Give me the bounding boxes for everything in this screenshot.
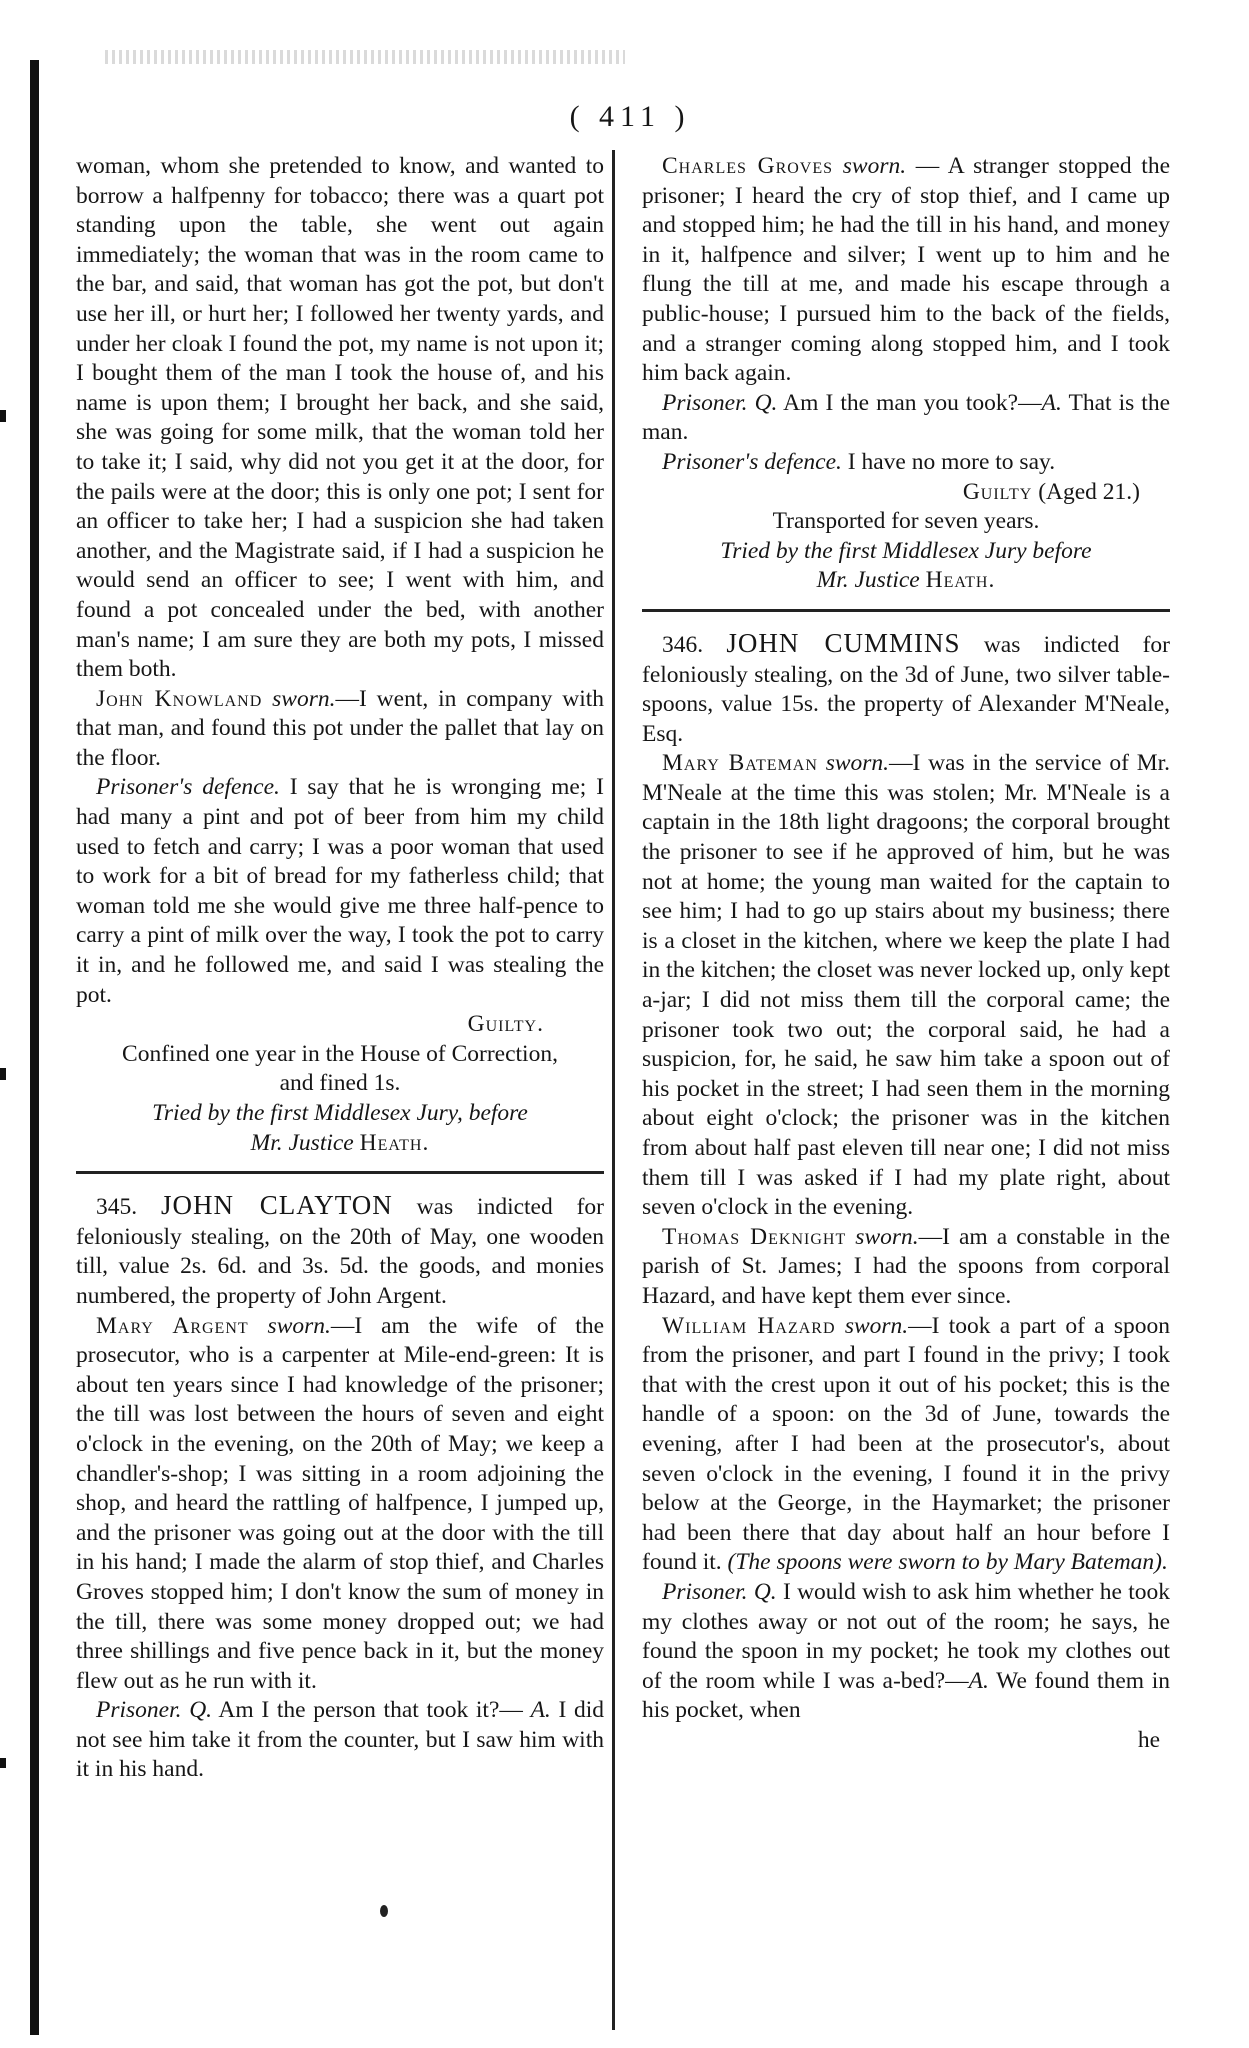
witness-name: Mary Argent [96, 1312, 249, 1339]
testimony-knowland [76, 685, 604, 774]
defendant-name: JOHN CUMMINS [726, 627, 961, 658]
judge-line [642, 566, 1170, 596]
case-number: 345. [96, 1194, 138, 1221]
sworn-label: sworn. [267, 1312, 331, 1339]
case-heading [76, 1191, 604, 1311]
prisoner-label: Prisoner. [662, 1578, 748, 1605]
testimony-groves [642, 152, 1170, 389]
answer-text: I did not see him take it from the counter, but I saw him with it in his hand. [76, 1697, 605, 1783]
verdict: Guilty. [467, 1011, 544, 1038]
top-smudge [105, 50, 625, 64]
witness-name: John Knowland [96, 685, 263, 712]
testimony-text: — A stranger stopped the prisoner; I heard the cry of stop thief, and I came up and stopped him; he had the till in his hand, and money in it, halfpence and silver; I went up to him and he flung the till at me, and made his escape through a public-house; I pursued him to the back of the fields, and a stranger coming along stopped him, and I took him back again. [642, 153, 1170, 387]
question-text: Am I the person that took it?— [212, 1697, 523, 1724]
judge-name: Heath. [359, 1129, 430, 1156]
testimony-text: —I am a constable in the parish of St. James; I had the spoons from corporal Hazard, and have kept them ever since. [642, 1223, 1171, 1309]
answer-label: A. [530, 1697, 551, 1724]
continuation-text: woman, whom she pretended to know, and wanted to borrow a halfpenny for tobacco; there was a quart pot standing upon the table, she went out again immediately; the woman that was in the room came to the bar, and said, that woman has got the pot, but don't use her ill, or hurt her; I followed her twenty yards, and under her cloak I found the pot, my name is not upon it; I bought them of the man I took the house of, and his name is upon them; I brought her back, and she said, she was going for some milk, that the woman told her to take it; I said, why did not you get it at the door, for the pails were at the door; this is only one pot; I sent for an officer to take her; I had a suspicion she had taken another, and the Magistrate said, if I had a suspicion he would send an officer to see; I went with him, and found a pot concealed under the bed, with another man's name; I am sure they are both my pots, I missed them both. [76, 153, 604, 683]
sworn-label: sworn. [272, 685, 336, 712]
case-number: 346. [662, 631, 704, 658]
margin-mark [0, 1068, 6, 1080]
witness-name: Charles Groves [662, 153, 834, 179]
sworn-label: sworn. [825, 750, 890, 777]
answer-text: That is the man. [642, 389, 1170, 446]
testimony-hazard [642, 1312, 1170, 1578]
defence-text: I say that he is wronging me; I had many a pint and pot of beer from him my child used to fetch and carry; I was a poor woman that used to work for a bit of bread for my fatherless child; that woman told me she would give me three half-pence to carry a pint of milk over the way, I took the pot to carry it in, and he followed me, and said I was stealing the pot. [76, 774, 604, 1008]
prisoner-defence [76, 773, 604, 1010]
prisoner-defence [642, 448, 1170, 478]
tried-by: Tried by the first Middlesex Jury before [720, 537, 1092, 564]
sworn-label: sworn. [855, 1223, 919, 1250]
question-mark: Q. [189, 1697, 213, 1724]
prisoner-label: Prisoner. [96, 1697, 182, 1724]
judge-title: Mr. Justice [816, 567, 920, 594]
indictment-text: was indicted for feloniously stealing, on the 20th of May, one wooden till, value 2s. 6d. and 3s. 5d. the goods, and monies numbered, the property of John Argent. [76, 1194, 604, 1309]
witness-name: Mary Bateman [662, 750, 818, 777]
page-number: ( 411 ) [569, 100, 691, 133]
margin-mark [0, 1758, 6, 1768]
ink-dot [380, 1905, 388, 1917]
tried-by: Tried by the first Middlesex Jury, before [152, 1100, 528, 1126]
answer-label: A. [1041, 389, 1062, 416]
right-column [642, 152, 1170, 1755]
question-mark: Q. [754, 389, 778, 416]
case-heading [642, 629, 1170, 749]
witness-name: Thomas Deknight [662, 1223, 847, 1250]
column-divider [612, 150, 615, 2030]
judge-name: Heath. [925, 567, 996, 594]
sworn-label: sworn. [844, 1312, 909, 1339]
left-column [76, 152, 604, 1785]
judge-title: Mr. Justice [250, 1129, 354, 1156]
defence-label: Prisoner's defence. [662, 448, 842, 475]
question-text: I would wish to ask him whether he took my clothes away or not out of the room; he says, he found the spoon in my pocket; he took my clothes out of the room while I was a-bed?— [642, 1578, 1171, 1694]
prisoner-question [642, 1578, 1170, 1726]
judge-line [76, 1129, 604, 1159]
continuation-paragraph [76, 152, 604, 685]
sentence-line: Transported for seven years. [772, 508, 1040, 535]
question-mark: Q. [753, 1578, 777, 1605]
testimony-argent [76, 1312, 604, 1697]
page-edge [30, 60, 39, 2035]
prisoner-question [76, 1696, 604, 1785]
prisoner-age: (Aged 21.) [1038, 478, 1140, 505]
answer-label: A. [968, 1667, 989, 1694]
question-text: Am I the man you took?— [777, 389, 1042, 416]
defendant-name: JOHN CLAYTON [161, 1190, 393, 1221]
verdict: Guilty [962, 478, 1033, 505]
indictment-text: was indicted for feloniously stealing, on the 3d of June, two silver table-spoons, value 15s. the property of Alexander M'Neale, Esq. [642, 631, 1170, 747]
testimony-text: —I was in the service of Mr. M'Neale at the time this was stolen; Mr. M'Neale is a captain in the 18th light dragoons; the corporal brought the prisoner to see if he approved of him, but he was not at home; the young man waited for the captain to see him; I had to go up stairs about my business; there is a closet in the kitchen, where we keep the plate I had in the kitchen; the closet was never locked up, only kept a-jar; I did not miss them till the corporal came; the prisoner took two out; the corporal said, he had a suspicion, for, he said, he saw him take a spoon out of his pocket in the street; I had seen them in the morning about eight o'clock; the prisoner was in the kitchen from about half past eleven till near one; I did not miss them till I was asked if I had my plate right, about seven o'clock in the evening. [642, 750, 1170, 1221]
prisoner-question [642, 389, 1170, 448]
section-rule [642, 609, 1170, 612]
testimony-deknight [642, 1223, 1170, 1312]
section-rule [76, 1171, 604, 1174]
sentence-line: Confined one year in the House of Correction, [122, 1040, 558, 1067]
defence-label: Prisoner's defence. [96, 774, 280, 801]
catchword: he [1137, 1726, 1160, 1753]
defence-text: I have no more to say. [841, 448, 1056, 475]
witness-name: William Hazard [662, 1312, 836, 1339]
sentence-line: and fined 1s. [279, 1070, 401, 1097]
sworn-label: sworn. [842, 153, 907, 179]
prisoner-label: Prisoner. [662, 389, 748, 416]
answer-text: We found them in his pocket, when [642, 1667, 1170, 1724]
margin-mark [0, 410, 6, 422]
bracket-note: (The spoons were sworn to by Mary Bateman). [727, 1549, 1168, 1576]
testimony-bateman [642, 749, 1170, 1223]
verdict-line [642, 478, 1170, 508]
testimony-text: —I went, in company with that man, and found this pot under the pallet that lay on the floor. [76, 685, 604, 771]
testimony-text: —I took a part of a spoon from the prisoner, and part I found in the privy; I took that with the crest upon it out of his pocket; this is the handle of a spoon: on the 3d of June, towards the evening, after I had been at the prosecutor's, about seven o'clock in the evening, I found it in the privy below at the George, in the Haymarket; the prisoner had been there that day about half an hour before I found it. [642, 1312, 1171, 1576]
testimony-text: —I am the wife of the prosecutor, who is a carpenter at Mile-end-green: It is about ten years since I had knowledge of the prisoner; the till was lost between the hours of seven and eight o'clock in the evening, on the 20th of May; we keep a chandler's-shop; I was sitting in a room adjoining the shop, and heard the rattling of halfpence, I jumped up, and the prisoner was going out at the door with the till in his hand; I made the alarm of stop thief, and Charles Groves stopped him; I don't know the sum of money in the till, there was some money dropped out; we had three shillings and five pence back in it, but the money flew out as he run with it. [76, 1312, 605, 1694]
